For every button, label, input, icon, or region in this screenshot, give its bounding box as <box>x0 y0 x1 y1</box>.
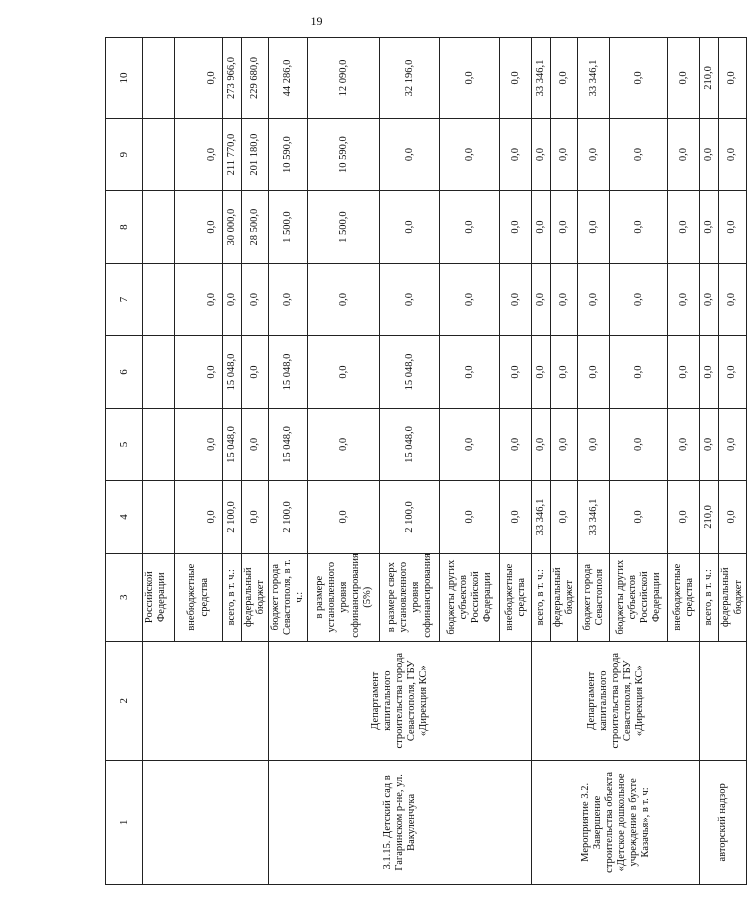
rotated-table-container <box>105 37 744 885</box>
value-cell: 0,0 <box>700 263 719 335</box>
value-cell: 0,0 <box>500 191 532 263</box>
row-label: в размере установленного уровня софинансирования (5%) <box>308 553 380 641</box>
executor-cell-continuation <box>143 641 269 760</box>
value-cell: 0,0 <box>440 408 500 480</box>
value-cell: 0,0 <box>532 191 551 263</box>
header-cell: 4 <box>106 481 143 553</box>
row-label: всего, в т. ч.: <box>532 553 551 641</box>
value-cell: 15 048,0 <box>380 336 440 408</box>
value-cell: 0,0 <box>668 263 700 335</box>
value-cell: 229 680,0 <box>242 38 269 119</box>
budget-table <box>105 37 747 885</box>
value-cell: 0,0 <box>610 408 668 480</box>
header-row <box>106 38 143 885</box>
table-row <box>143 38 175 885</box>
value-cell: 0,0 <box>175 38 223 119</box>
value-cell: 211 770,0 <box>223 118 242 190</box>
item-name: авторский надзор <box>700 760 746 884</box>
value-cell: 0,0 <box>578 408 610 480</box>
value-cell: 30 000,0 <box>223 191 242 263</box>
value-cell: 0,0 <box>551 408 578 480</box>
value-cell: 2 100,0 <box>380 481 440 553</box>
value-cell: 0,0 <box>308 481 380 553</box>
value-cell: 0,0 <box>440 38 500 119</box>
value-cell: 0,0 <box>175 118 223 190</box>
value-cell: 0,0 <box>242 481 269 553</box>
header-cell: 2 <box>106 641 143 760</box>
value-cell: 15 048,0 <box>223 408 242 480</box>
row-label: всего, в т. ч.: <box>700 553 719 641</box>
value-cell: 0,0 <box>700 336 719 408</box>
value-cell: 0,0 <box>551 336 578 408</box>
value-cell: 0,0 <box>532 408 551 480</box>
row-label: бюджеты других субъектов Российской Федерации <box>440 553 500 641</box>
table-row <box>269 38 308 885</box>
item-name: 3.1.15. Детский сад в Гагаринском р-не, ул. Вакуленчука <box>269 760 532 884</box>
value-cell: 0,0 <box>500 263 532 335</box>
row-label: в размере сверх установленного уровня софинансирования <box>380 553 440 641</box>
row-label: бюджеты других субъектов Российской Федерации <box>610 553 668 641</box>
value-cell: 15 048,0 <box>380 408 440 480</box>
value-cell: 0,0 <box>719 263 746 335</box>
value-cell: 0,0 <box>578 263 610 335</box>
header-cell: 3 <box>106 553 143 641</box>
value-cell: 10 590,0 <box>308 118 380 190</box>
value-cell: 0,0 <box>668 408 700 480</box>
value-cell: 0,0 <box>223 263 242 335</box>
value-cell: 0,0 <box>440 191 500 263</box>
value-cell: 0,0 <box>175 336 223 408</box>
value-cell: 2 100,0 <box>269 481 308 553</box>
value-cell: 0,0 <box>610 481 668 553</box>
value-cell: 0,0 <box>700 118 719 190</box>
value-cell: 33 346,1 <box>532 481 551 553</box>
row-label: внебюджетные средства <box>500 553 532 641</box>
value-cell: 0,0 <box>610 263 668 335</box>
row-label: внебюджетные средства <box>175 553 223 641</box>
value-cell: 15 048,0 <box>223 336 242 408</box>
row-label: Российской Федерации <box>143 553 175 641</box>
value-cell: 0,0 <box>700 408 719 480</box>
value-cell: 0,0 <box>610 38 668 119</box>
item-executor: Департамент капитального строительства города Севастополя, ГБУ «Дирекция КС» <box>269 641 532 760</box>
value-cell: 15 048,0 <box>269 408 308 480</box>
value-cell: 0,0 <box>500 408 532 480</box>
value-cell: 0,0 <box>380 191 440 263</box>
value-cell: 0,0 <box>175 263 223 335</box>
value-cell: 0,0 <box>308 408 380 480</box>
value-cell: 0,0 <box>500 481 532 553</box>
page-number: 19 <box>310 14 323 28</box>
row-label: федеральный бюджет <box>551 553 578 641</box>
value-cell: 28 500,0 <box>242 191 269 263</box>
value-cell: 0,0 <box>719 191 746 263</box>
value-cell: 0,0 <box>242 408 269 480</box>
value-cell: 33 346,1 <box>578 38 610 119</box>
value-cell: 44 286,0 <box>269 38 308 119</box>
value-cell: 0,0 <box>610 118 668 190</box>
value-cell: 0,0 <box>610 336 668 408</box>
name-cell-continuation <box>143 760 269 884</box>
value-cell: 0,0 <box>578 118 610 190</box>
value-cell: 273 966,0 <box>223 38 242 119</box>
value-cell: 0,0 <box>175 191 223 263</box>
value-cell: 0,0 <box>719 481 746 553</box>
value-cell: 0,0 <box>719 408 746 480</box>
value-cell: 0,0 <box>500 38 532 119</box>
header-cell: 5 <box>106 408 143 480</box>
value-cell: 0,0 <box>242 336 269 408</box>
value-cell: 0,0 <box>719 336 746 408</box>
item-executor: Департамент капитального строительства города Севастополя, ГБУ «Дирекция КС» <box>532 641 700 760</box>
value-cell: 0,0 <box>668 336 700 408</box>
value-cell: 0,0 <box>532 336 551 408</box>
value-cell: 210,0 <box>700 481 719 553</box>
value-cell: 201 180,0 <box>242 118 269 190</box>
row-label: федеральный бюджет <box>719 553 746 641</box>
value-cell: 0,0 <box>380 263 440 335</box>
header-cell: 8 <box>106 191 143 263</box>
value-cell: 0,0 <box>532 118 551 190</box>
value-cell: 0,0 <box>532 263 551 335</box>
rotated-table-area <box>105 37 744 885</box>
value-cell: 0,0 <box>551 38 578 119</box>
value-cell: 0,0 <box>440 263 500 335</box>
header-cell: 7 <box>106 263 143 335</box>
value-cell: 210,0 <box>700 38 719 119</box>
value-cell: 0,0 <box>610 191 668 263</box>
value-cell: 0,0 <box>551 191 578 263</box>
header-cell: 6 <box>106 336 143 408</box>
value-cell: 0,0 <box>719 38 746 119</box>
value-cell: 0,0 <box>719 118 746 190</box>
header-cell: 1 <box>106 760 143 884</box>
item-executor <box>700 641 746 760</box>
row-label: федеральный бюджет <box>242 553 269 641</box>
value-cell: 0,0 <box>551 481 578 553</box>
value-cell: 33 346,1 <box>578 481 610 553</box>
value-cell: 2 100,0 <box>223 481 242 553</box>
value-cell: 0,0 <box>700 191 719 263</box>
value-cell: 0,0 <box>380 118 440 190</box>
value-cell: 0,0 <box>668 191 700 263</box>
value-cell: 0,0 <box>175 481 223 553</box>
value-cell: 0,0 <box>668 38 700 119</box>
value-cell: 0,0 <box>668 481 700 553</box>
value-cell: 0,0 <box>440 118 500 190</box>
value-cell: 10 590,0 <box>269 118 308 190</box>
value-cell: 0,0 <box>578 191 610 263</box>
value-cell: 0,0 <box>308 263 380 335</box>
value-cell: 33 346,1 <box>532 38 551 119</box>
value-cell: 0,0 <box>440 336 500 408</box>
row-label: бюджет города Севастополя <box>578 553 610 641</box>
value-cell: 0,0 <box>269 263 308 335</box>
value-cell: 0,0 <box>500 118 532 190</box>
value-cell: 32 196,0 <box>380 38 440 119</box>
table-row <box>532 38 551 885</box>
header-cell: 9 <box>106 118 143 190</box>
value-cell: 1 500,0 <box>269 191 308 263</box>
value-cell: 0,0 <box>551 118 578 190</box>
header-cell: 10 <box>106 38 143 119</box>
value-cell: 0,0 <box>308 336 380 408</box>
row-label: бюджет города Севастополя, в т. ч.: <box>269 553 308 641</box>
value-cell: 0,0 <box>242 263 269 335</box>
value-cell: 12 090,0 <box>308 38 380 119</box>
value-cell: 0,0 <box>500 336 532 408</box>
value-cell: 0,0 <box>175 408 223 480</box>
table-row <box>700 38 719 885</box>
value-cell: 0,0 <box>578 336 610 408</box>
row-label: всего, в т. ч.: <box>223 553 242 641</box>
value-cell: 0,0 <box>668 118 700 190</box>
item-name: Мероприятие 3.2. Завершение строительства объекта «Детское дошкольное учреждение в бухте Казачья», в т. ч: <box>532 760 700 884</box>
value-cell: 1 500,0 <box>308 191 380 263</box>
value-cell: 15 048,0 <box>269 336 308 408</box>
row-label: внебюджетные средства <box>668 553 700 641</box>
value-cell: 0,0 <box>440 481 500 553</box>
value-cell: 0,0 <box>551 263 578 335</box>
